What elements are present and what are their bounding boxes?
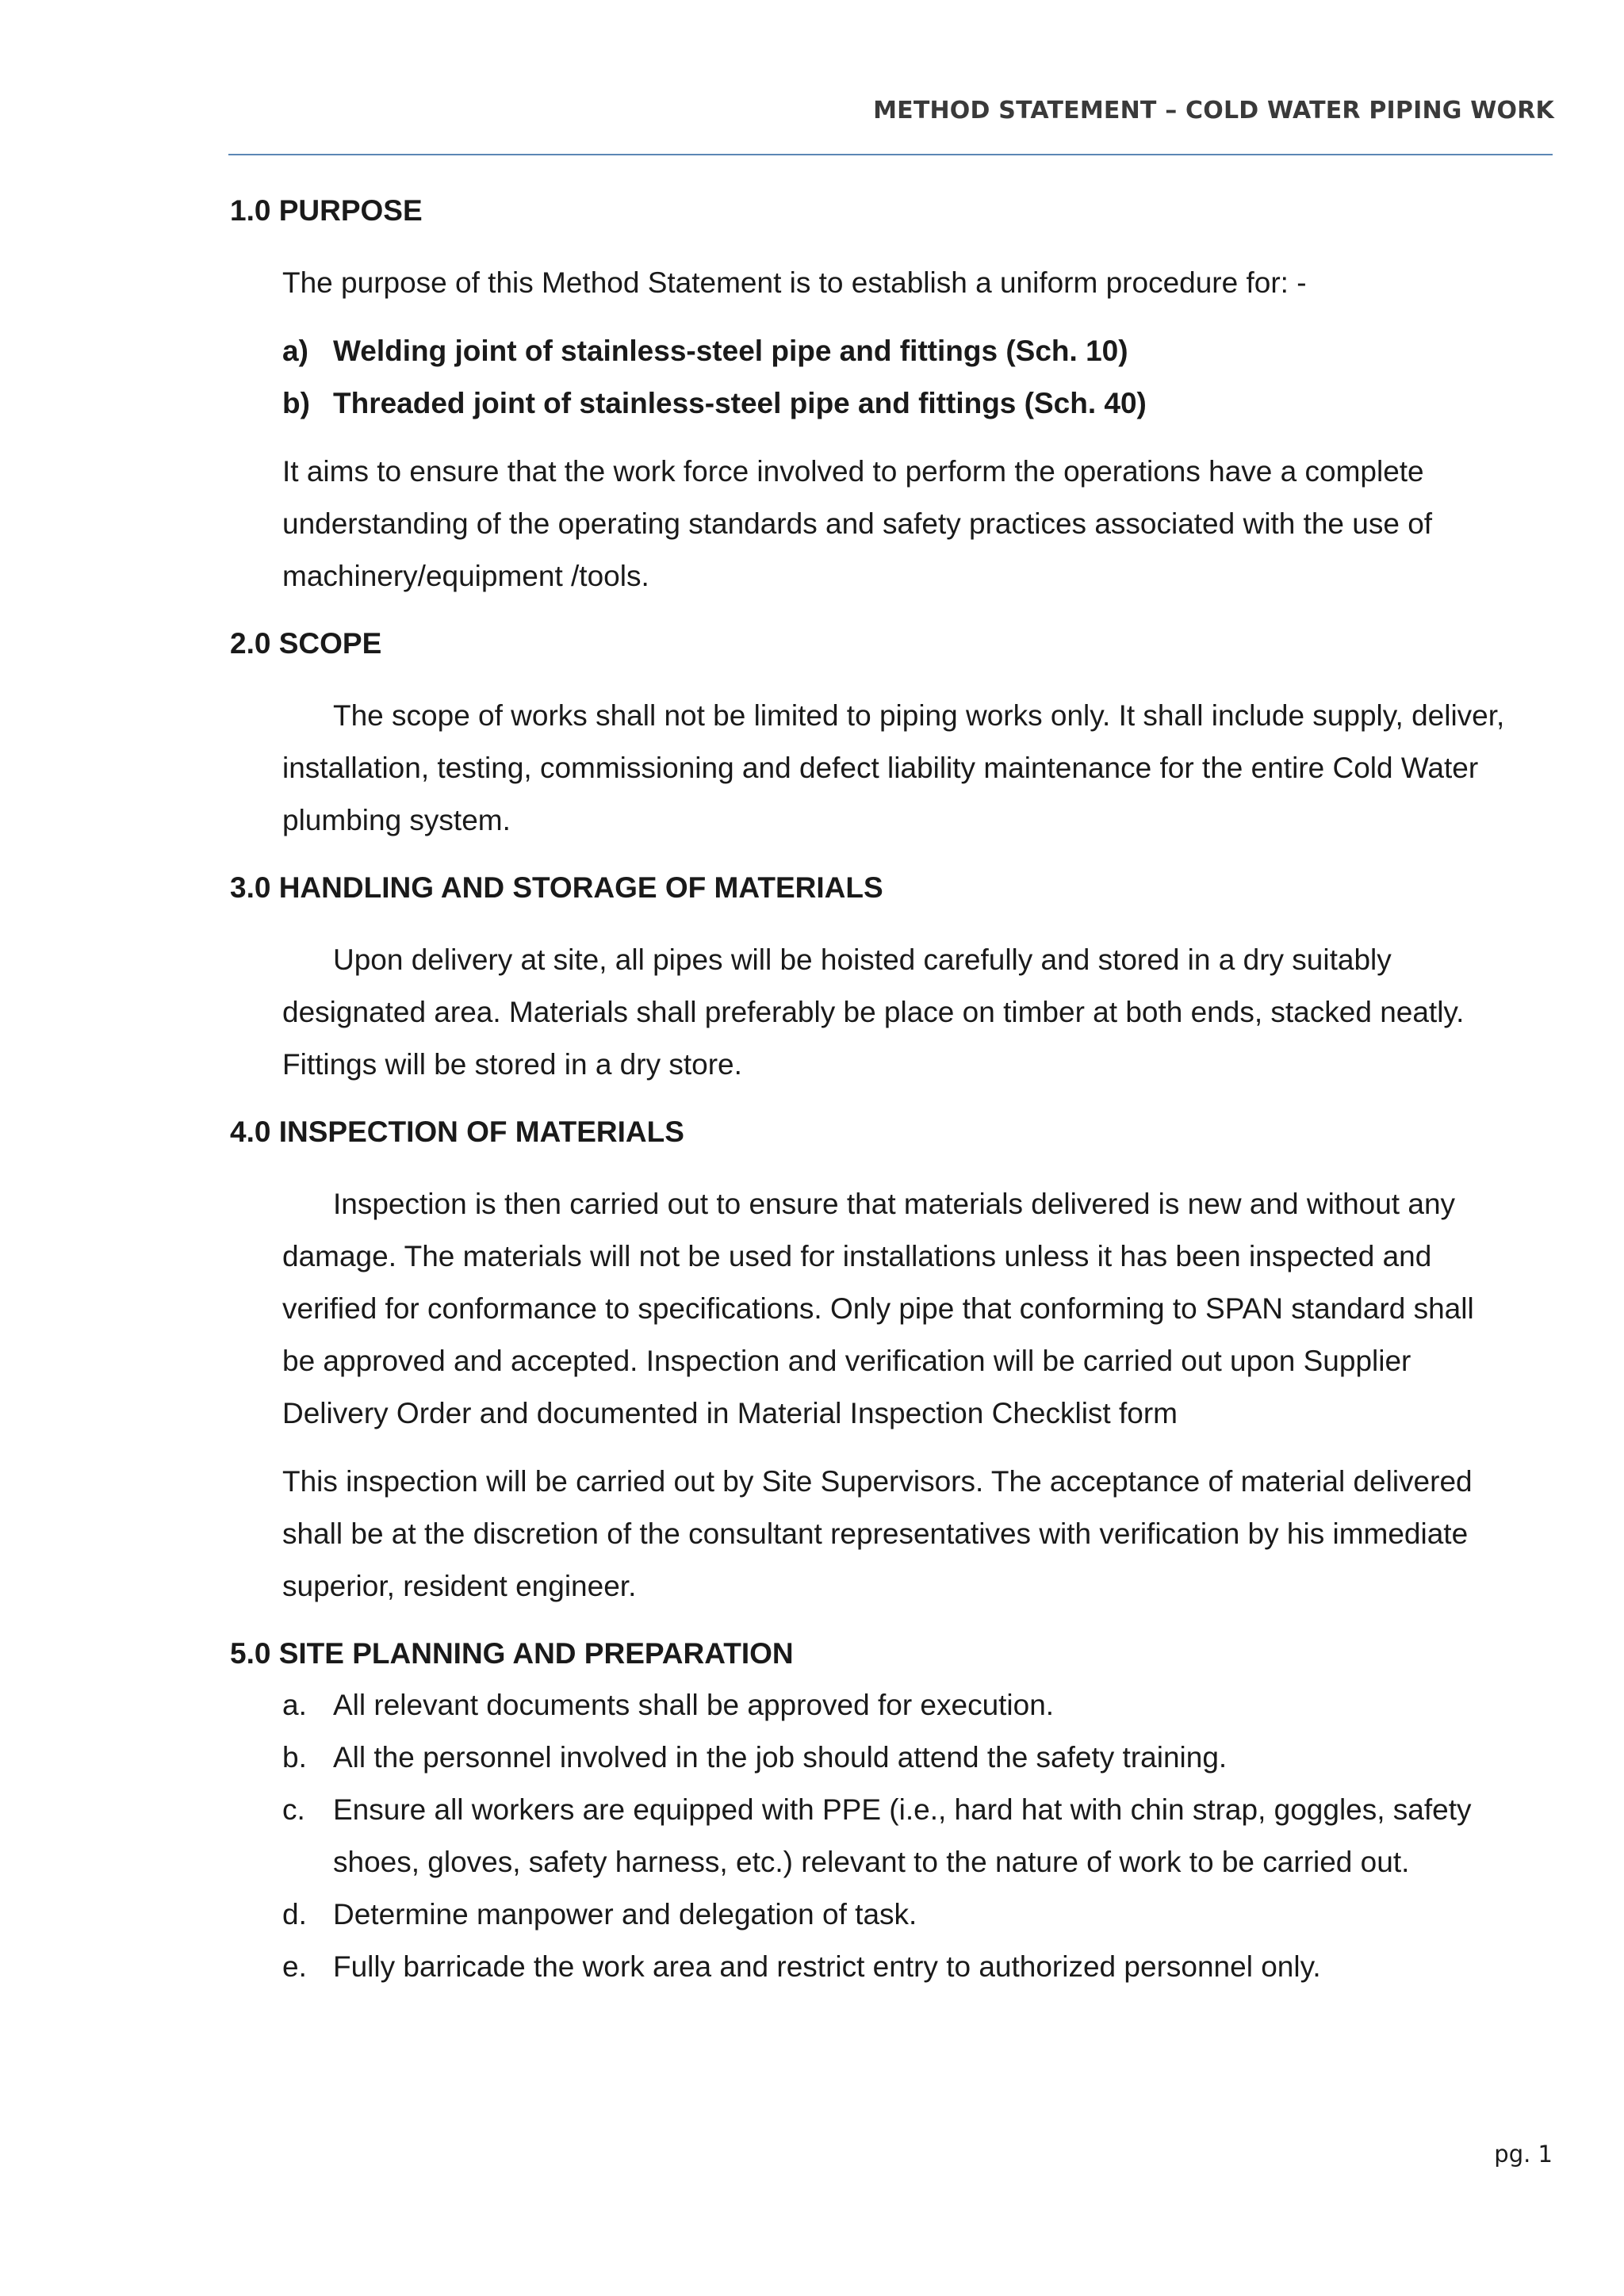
list-marker: c. (282, 1793, 305, 1826)
section-title-scope: 2.0 SCOPE (230, 627, 382, 660)
handling-body: Upon delivery at site, all pipes will be hoisted carefully and stored in a dry suitably designated area. Materials shall preferably be place on timber at both ends, stacked neatly. Fittings will be stored in a dry store. (282, 943, 1465, 1081)
inspection-body-1: Inspection is then carried out to ensure that materials delivered is new and without any damage. The materials will not be used for installations unless it has been inspected and verified for conformance to specifications. Only pipe that conforming to SPAN standard shall be approved and accepted. Inspection and verification will be carried out upon Supplier Delivery Order and documented in Material Inspection Checklist form (282, 1188, 1474, 1429)
section-title-purpose: 1.0 PURPOSE (230, 194, 423, 227)
list-item (282, 1784, 1515, 1888)
list-marker: a) (282, 335, 308, 367)
purpose-aim: It aims to ensure that the work force involved to perform the operations have a complete understanding of the operating standards and safety practices associated with the use of machinery/equipment /tools. (282, 455, 1433, 592)
list-marker: b) (282, 387, 310, 419)
section-title-inspection: 4.0 INSPECTION OF MATERIALS (230, 1115, 684, 1148)
list-item (282, 1888, 1515, 1941)
list-item (282, 1941, 1515, 1993)
list-marker: b. (282, 1741, 307, 1774)
scope-body: The scope of works shall not be limited to piping works only. It shall include supply, deliver, installation, testing, commissioning and defect liability maintenance for the entire Cold Water plumbing system. (282, 699, 1505, 836)
list-item (282, 377, 1515, 430)
list-marker: d. (282, 1898, 307, 1931)
list-marker: a. (282, 1689, 307, 1721)
list-item-text: All the personnel involved in the job should attend the safety training. (333, 1741, 1228, 1774)
document-body (230, 189, 1515, 1993)
list-item-text: Fully barricade the work area and restrict entry to authorized personnel only. (333, 1950, 1321, 1983)
inspection-body-2: This inspection will be carried out by Site Supervisors. The acceptance of material delivered shall be at the discretion of the consultant representatives with verification by his immediate superior, resident engineer. (282, 1465, 1473, 1602)
list-item (282, 325, 1515, 377)
purpose-intro: The purpose of this Method Statement is to establish a uniform procedure for: - (282, 266, 1307, 299)
purpose-list (282, 325, 1515, 430)
list-item-text: Ensure all workers are equipped with PPE (i.e., hard hat with chin strap, goggles, safety shoes, gloves, safety harness, etc.) relevant to the nature of work to be carried out. (333, 1793, 1472, 1878)
list-item-text: All relevant documents shall be approved for execution. (333, 1689, 1055, 1721)
header-divider (228, 154, 1553, 155)
list-item-text: Welding joint of stainless-steel pipe and fittings (Sch. 10) (333, 335, 1128, 367)
list-marker: e. (282, 1950, 307, 1983)
planning-list (282, 1679, 1515, 1993)
list-item-text: Determine manpower and delegation of task. (333, 1898, 917, 1931)
list-item (282, 1732, 1515, 1784)
page-number: pg. 1 (1494, 2141, 1553, 2168)
section-title-handling: 3.0 HANDLING AND STORAGE OF MATERIALS (230, 871, 883, 904)
list-item-text: Threaded joint of stainless-steel pipe and fittings (Sch. 40) (333, 387, 1147, 419)
running-header: METHOD STATEMENT – COLD WATER PIPING WORK (873, 97, 1554, 124)
section-title-planning: 5.0 SITE PLANNING AND PREPARATION (230, 1637, 794, 1670)
list-item (282, 1679, 1515, 1732)
